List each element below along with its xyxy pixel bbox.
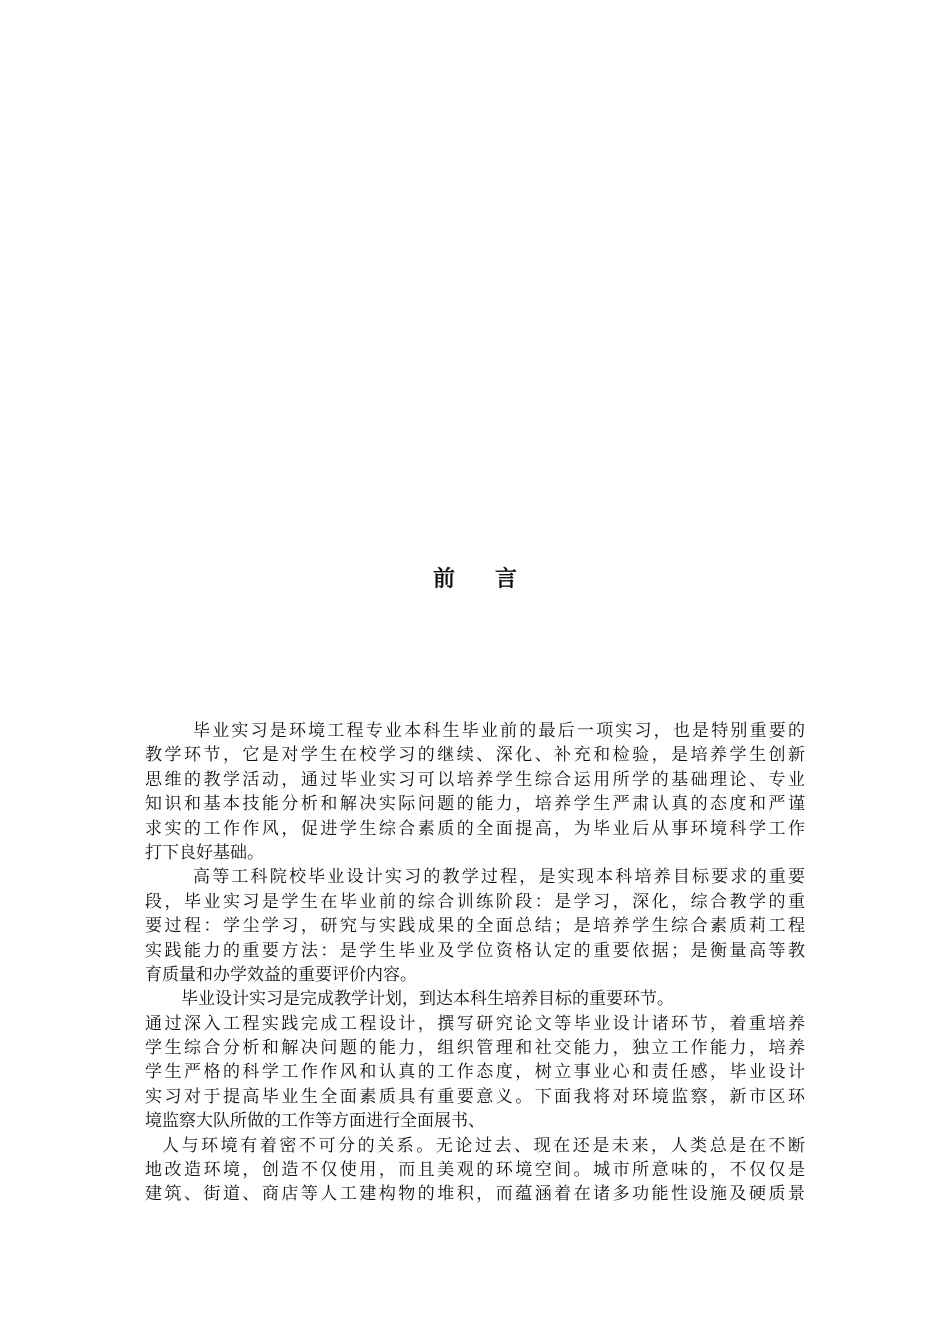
text-line: 实习对于提高毕业生全面素质具有重要意义。下面我将对环境监察，新市区环 xyxy=(145,1086,805,1107)
title-char-1: 前 xyxy=(432,567,455,592)
text-line: 学生严格的科学工作作风和认真的工作态度，树立事业心和责任感，毕业设计 xyxy=(145,1062,805,1083)
text-line: 思维的教学活动，通过毕业实习可以培养学生综合运用所学的基础理论、专业 xyxy=(145,769,805,790)
text-line: 地改造环境，创造不仅使用，而且美观的环境空间。城市所意味的，不仅仅是 xyxy=(145,1160,805,1181)
text-line: 高等工科院校毕业设计实习的教学过程，是实现本科培养目标要求的重要 xyxy=(193,867,805,888)
title-char-2: 言 xyxy=(495,567,518,592)
text-line: 毕业设计实习是完成教学计划，到达本科生培养目标的重要环节。 xyxy=(181,989,674,1010)
text-line: 学生综合分析和解决问题的能力，组织管理和社交能力，独立工作能力，培养 xyxy=(145,1038,805,1059)
text-line: 段，毕业实习是学生在毕业前的综合训练阶段：是学习，深化，综合教学的重 xyxy=(145,891,805,912)
text-line: 求实的工作作风，促进学生综合素质的全面提高，为毕业后从事环境科学工作 xyxy=(145,818,805,839)
text-line: 境监察大队所做的工作等方面进行全面展书、 xyxy=(145,1111,485,1132)
text-line: 实践能力的重要方法：是学生毕业及学位资格认定的重要依据；是衡量高等教 xyxy=(145,940,805,961)
text-line: 要过程：学尘学习，研究与实践成果的全面总结；是培养学生综合素质莉工程 xyxy=(145,916,805,937)
text-line: 人与环境有着密不可分的关系。无论过去、现在还是未来，人类总是在不断 xyxy=(162,1135,805,1156)
page-title xyxy=(0,562,950,593)
body-text xyxy=(145,719,805,1207)
text-line: 教学环节，它是对学生在校学习的继续、深化、补充和检验，是培养学生创新 xyxy=(145,745,805,766)
text-line: 通过深入工程实践完成工程设计，撰写研究论文等毕业设计诸环节，着重培养 xyxy=(145,1013,805,1034)
text-line: 建筑、街道、商店等人工建构物的堆积，而蕴涵着在诸多功能性设施及硬质景 xyxy=(145,1184,805,1205)
text-line: 知识和基本技能分析和解决实际问题的能力，培养学生严肃认真的态度和严谨 xyxy=(145,794,805,815)
text-line: 毕业实习是环境工程专业本科生毕业前的最后一项实习，也是特别重要的 xyxy=(193,721,805,741)
text-line: 打下良好基础。 xyxy=(145,842,264,863)
text-line: 育质量和办学效益的重要评价内容。 xyxy=(145,964,417,985)
